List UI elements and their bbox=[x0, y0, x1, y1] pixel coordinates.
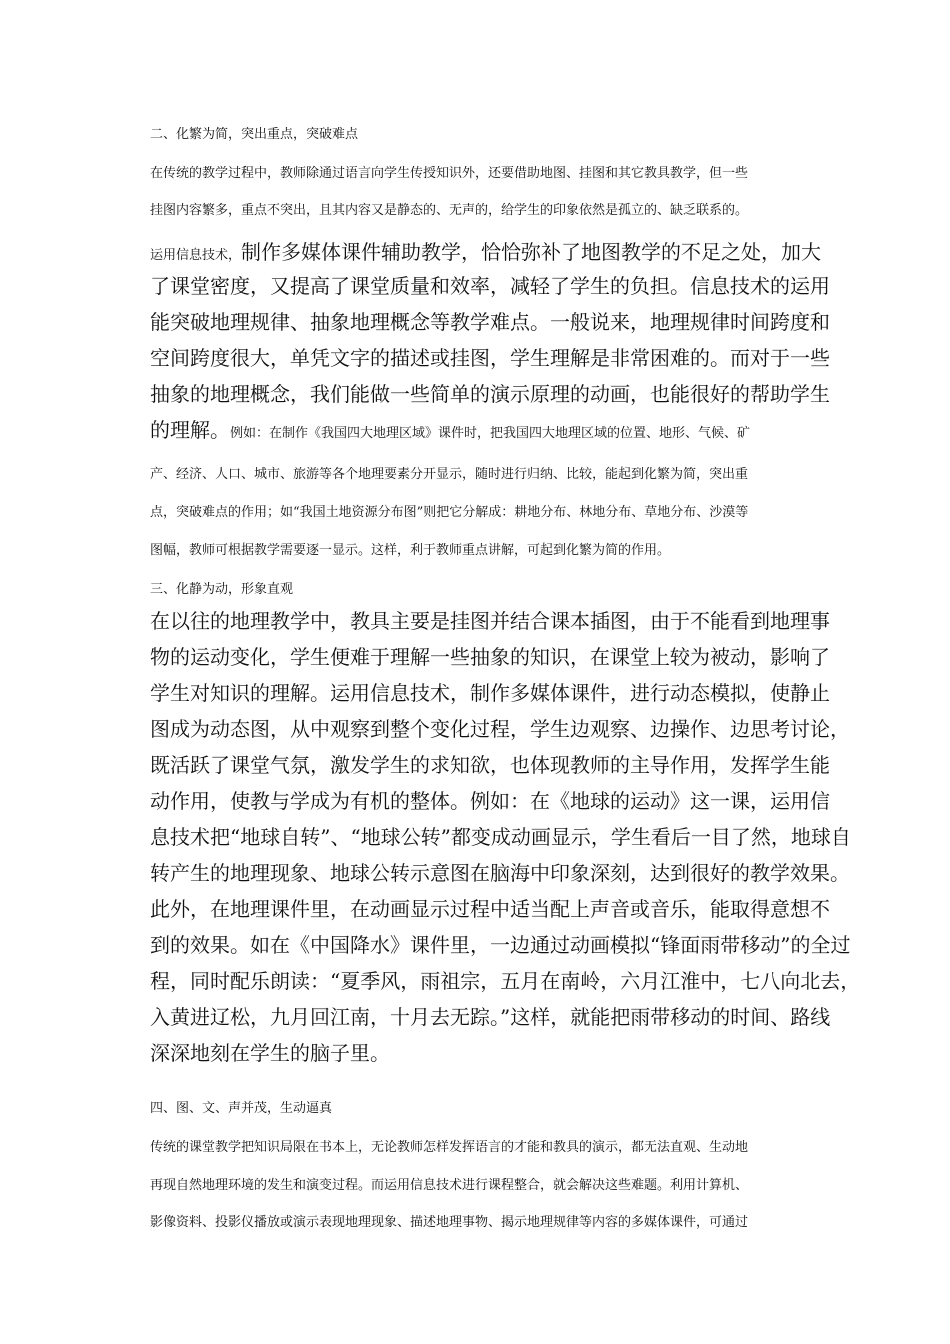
paragraph-line: 空间跨度很大，单凭文字的描述或挂图，学生理解是非常困难的。而对于一些 bbox=[150, 346, 830, 370]
paragraph-line: 图成为动态图，从中观察到整个变化过程，学生边观察、边操作、边思考讨论， bbox=[150, 717, 850, 741]
paragraph-lead-small: 运用信息技术， bbox=[150, 248, 242, 263]
paragraph-line-mixed bbox=[150, 236, 821, 265]
paragraph-line: 学生对知识的理解。运用信息技术，制作多媒体课件，进行动态模拟，使静止 bbox=[150, 681, 830, 705]
paragraph-line: 程，同时配乐朗读：“夏季风，雨祖宗，五月在南岭，六月江淮中，七八向北去， bbox=[150, 969, 861, 993]
paragraph-line: 在以往的地理教学中，教具主要是挂图并结合课本插图，由于不能看到地理事 bbox=[150, 609, 830, 633]
paragraph-line: 息技术把“地球自转”、“地球公转”都变成动画显示，学生看后一目了然，地球自 bbox=[150, 825, 851, 849]
paragraph-line: 影像资料、投影仪播放或演示表现地理现象、描述地理事物、揭示地理规律等内容的多媒体课件，可通过 bbox=[150, 1215, 749, 1230]
paragraph-tail-small: 例如：在制作《我国四大地理区域》课件时，把我国四大地理区域的位置、地形、气候、矿 bbox=[230, 426, 751, 441]
paragraph-line: 此外，在地理课件里，在动画显示过程中适当配上声音或音乐，能取得意想不 bbox=[150, 897, 830, 921]
paragraph-line: 深深地刻在学生的脑子里。 bbox=[150, 1041, 390, 1065]
section-heading: 二、化繁为简，突出重点，突破难点 bbox=[150, 127, 359, 142]
paragraph-line: 到的效果。如在《中国降水》课件里，一边通过动画模拟“锋面雨带移动”的全过 bbox=[150, 933, 851, 957]
paragraph-line: 产、经济、人口、城市、旅游等各个地理要素分开显示，随时进行归纳、比较，能起到化繁为简，突出重 bbox=[150, 467, 749, 482]
paragraph-lead-large: 制作多媒体课件辅助教学，恰恰弥补了地图教学的不足之处，加大 bbox=[241, 240, 822, 264]
section-heading: 三、化静为动，形象直观 bbox=[150, 582, 294, 597]
paragraph-line: 动作用，使教与学成为有机的整体。例如：在《地球的运动》这一课，运用信 bbox=[150, 789, 830, 813]
paragraph-line: 了课堂密度，又提高了课堂质量和效率，减轻了学生的负担。信息技术的运用 bbox=[150, 274, 830, 298]
paragraph-line-mixed bbox=[150, 414, 750, 443]
paragraph-tail-large: 的理解。 bbox=[150, 418, 230, 442]
paragraph-line: 转产生的地理现象、地球公转示意图在脑海中印象深刻，达到很好的教学效果。 bbox=[150, 861, 850, 885]
paragraph-line: 入黄进辽松，九月回江南，十月去无踪。”这样，就能把雨带移动的时间、路线 bbox=[150, 1005, 831, 1029]
paragraph-line: 传统的课堂教学把知识局限在书本上，无论教师怎样发挥语言的才能和教具的演示，都无法直观、生动地 bbox=[150, 1140, 749, 1155]
paragraph-line: 挂图内容繁多，重点不突出，且其内容又是静态的、无声的，给学生的印象依然是孤立的、缺乏联系的。 bbox=[150, 203, 749, 218]
paragraph-line: 物的运动变化，学生便难于理解一些抽象的知识，在课堂上较为被动，影响了 bbox=[150, 645, 830, 669]
paragraph-line: 点，突破难点的作用；如“我国土地资源分布图”则把它分解成：耕地分布、林地分布、草地分布、沙漠等 bbox=[150, 505, 749, 520]
paragraph-line: 图幅，教师可根据教学需要逐一显示。这样，利于教师重点讲解，可起到化繁为简的作用。 bbox=[150, 543, 671, 558]
paragraph-line: 能突破地理规律、抽象地理概念等教学难点。一般说来，地理规律时间跨度和 bbox=[150, 310, 830, 334]
section-heading: 四、图、文、声并茂，生动逼真 bbox=[150, 1101, 333, 1116]
paragraph-line: 既活跃了课堂气氛，激发学生的求知欲，也体现教师的主导作用，发挥学生能 bbox=[150, 753, 830, 777]
paragraph-line: 再现自然地理环境的发生和演变过程。而运用信息技术进行课程整合，就会解决这些难题。利用计算机、 bbox=[150, 1178, 749, 1193]
paragraph-line: 抽象的地理概念，我们能做一些简单的演示原理的动画，也能很好的帮助学生 bbox=[150, 382, 830, 406]
paragraph-line: 在传统的教学过程中，教师除通过语言向学生传授知识外，还要借助地图、挂图和其它教具教学，但一些 bbox=[150, 166, 749, 181]
